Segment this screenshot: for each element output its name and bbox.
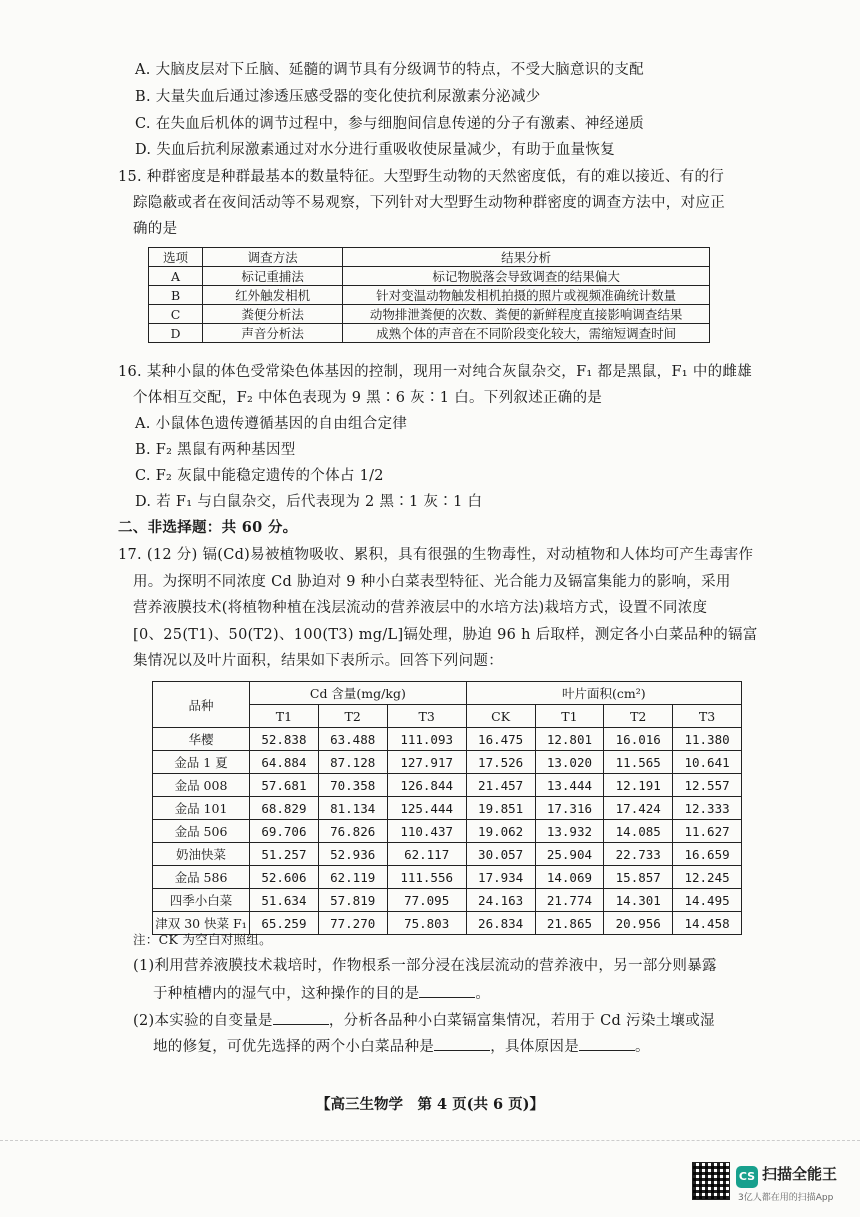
value-cell: 14.301 (604, 889, 673, 912)
value-cell: 77.270 (318, 912, 387, 935)
value-cell: 30.057 (466, 843, 535, 866)
header-leaf-area: 叶片面积(cm²) (466, 682, 741, 705)
header-option: 选项 (149, 248, 203, 267)
q17-stem-line: 集情况以及叶片面积，结果如下表所示。回答下列问题： (133, 653, 503, 669)
q17-sub2-line2 (153, 1036, 650, 1057)
value-cell: 12.557 (673, 774, 742, 797)
q17-sub2-text: ，具体原因是 (490, 1039, 580, 1055)
cell: 动物排泄粪便的次数、粪便的新鲜程度直接影响调查结果 (343, 305, 710, 324)
value-cell: 12.333 (673, 797, 742, 820)
value-cell: 16.475 (466, 728, 535, 751)
cell: D (149, 324, 203, 343)
q17-stem-line: 17. (12 分) 镉(Cd)易被植物吸收、累积，具有很强的生物毒性，对动植物和人体均可产生毒害作 (118, 547, 754, 563)
page-footer: 【高三生物学 第 4 页(共 6 页)】 (315, 1096, 545, 1113)
header-leaf-ck: CK (466, 705, 535, 728)
variety-cell: 金品 101 (153, 797, 250, 820)
table-note: 注：CK 为空白对照组。 (133, 932, 272, 947)
variety-cell: 金品 586 (153, 866, 250, 889)
header-cd-t3: T3 (387, 705, 466, 728)
header-leaf-t1: T1 (535, 705, 604, 728)
watermark-subtitle: 3亿人都在用的扫描App (738, 1193, 834, 1203)
value-cell: 15.857 (604, 866, 673, 889)
cell: C (149, 305, 203, 324)
q15-table (148, 247, 710, 343)
value-cell: 17.316 (535, 797, 604, 820)
value-cell: 10.641 (673, 751, 742, 774)
q16-stem-line: 个体相互交配，F₂ 中体色表现为 9 黑∶6 灰∶1 白。下列叙述正确的是 (133, 390, 603, 406)
header-cd-content: Cd 含量(mg/kg) (250, 682, 467, 705)
value-cell: 14.458 (673, 912, 742, 935)
value-cell: 11.565 (604, 751, 673, 774)
value-cell: 62.117 (387, 843, 466, 866)
value-cell: 52.936 (318, 843, 387, 866)
value-cell: 16.659 (673, 843, 742, 866)
variety-cell: 金品 1 夏 (153, 751, 250, 774)
divider (0, 1140, 860, 1141)
value-cell: 11.627 (673, 820, 742, 843)
table-row (153, 774, 742, 797)
table-row (153, 866, 742, 889)
value-cell: 21.457 (466, 774, 535, 797)
cell: 粪便分析法 (203, 305, 343, 324)
q15-stem-line: 踪隐蔽或者在夜间活动等不易观察，下列针对大型野生动物种群密度的调查方法中，对应正 (133, 195, 725, 211)
value-cell: 76.826 (318, 820, 387, 843)
value-cell: 65.259 (250, 912, 319, 935)
q17-sub2-text: 地的修复，可优先选择的两个小白菜品种是 (153, 1039, 435, 1055)
cell: B (149, 286, 203, 305)
value-cell: 21.774 (535, 889, 604, 912)
table-row (149, 305, 710, 324)
header-cd-t2: T2 (318, 705, 387, 728)
value-cell: 17.526 (466, 751, 535, 774)
table-header-row (153, 682, 742, 705)
value-cell: 111.556 (387, 866, 466, 889)
value-cell: 87.128 (318, 751, 387, 774)
table-row (153, 843, 742, 866)
table-header-row (149, 248, 710, 267)
value-cell: 81.134 (318, 797, 387, 820)
value-cell: 52.606 (250, 866, 319, 889)
value-cell: 16.016 (604, 728, 673, 751)
table-row (149, 286, 710, 305)
value-cell: 57.819 (318, 889, 387, 912)
qr-code-icon (692, 1162, 730, 1200)
header-analysis: 结果分析 (343, 248, 710, 267)
q15-stem-line: 15. 种群密度是种群最基本的数量特征。大型野生动物的天然密度低，有的难以接近、有的行 (118, 169, 725, 185)
header-cd-t1: T1 (250, 705, 319, 728)
value-cell: 19.062 (466, 820, 535, 843)
period: 。 (475, 986, 491, 1002)
cell: 针对变温动物触发相机拍摄的照片或视频准确统计数量 (343, 286, 710, 305)
q16-option-c: C. F₂ 灰鼠中能稳定遗传的个体占 1/2 (135, 468, 384, 484)
q14-option-a: A. 大脑皮层对下丘脑、延髓的调节具有分级调节的特点，不受大脑意识的支配 (135, 62, 644, 78)
q16-option-b: B. F₂ 黑鼠有两种基因型 (135, 442, 296, 458)
value-cell: 12.191 (604, 774, 673, 797)
q14-option-c: C. 在失血后机体的调节过程中，参与细胞间信息传递的分子有激素、神经递质 (135, 116, 645, 132)
value-cell: 14.069 (535, 866, 604, 889)
table-row (153, 820, 742, 843)
value-cell: 21.865 (535, 912, 604, 935)
value-cell: 77.095 (387, 889, 466, 912)
value-cell: 20.956 (604, 912, 673, 935)
table-row (153, 728, 742, 751)
value-cell: 13.932 (535, 820, 604, 843)
value-cell: 62.119 (318, 866, 387, 889)
q17-stem-line: 营养液膜技术(将植物种植在浅层流动的营养液层中的水培方法)栽培方式，设置不同浓度 (133, 600, 708, 616)
variety-cell: 华樱 (153, 728, 250, 751)
q16-option-d: D. 若 F₁ 与白鼠杂交，后代表现为 2 黑∶1 灰∶1 白 (135, 494, 483, 510)
value-cell: 51.257 (250, 843, 319, 866)
q17-sub1-text: 于种植槽内的湿气中，这种操作的目的是 (153, 986, 420, 1002)
value-cell: 126.844 (387, 774, 466, 797)
value-cell: 13.020 (535, 751, 604, 774)
value-cell: 125.444 (387, 797, 466, 820)
table-row (153, 889, 742, 912)
q16-stem-line: 16. 某种小鼠的体色受常染色体基因的控制，现用一对纯合灰鼠杂交，F₁ 都是黑鼠，F₁ 中的雌雄 (118, 364, 753, 380)
value-cell: 26.834 (466, 912, 535, 935)
q17-sub2-text: ，分析各品种小白菜镉富集情况，若用于 Cd 污染土壤或湿 (328, 1013, 715, 1029)
table-row (149, 324, 710, 343)
q14-option-d: D. 失血后抗利尿激素通过对水分进行重吸收使尿量减少，有助于血量恢复 (135, 142, 616, 158)
value-cell: 11.380 (673, 728, 742, 751)
cell: A (149, 267, 203, 286)
q14-option-b: B. 大量失血后通过渗透压感受器的变化使抗利尿激素分泌减少 (135, 89, 541, 105)
q17-stem-line: [0、25(T1)、50(T2)、100(T3) mg/L]镉处理，胁迫 96 h 后取样，测定各小白菜品种的镉富 (133, 627, 758, 643)
cell: 声音分析法 (203, 324, 343, 343)
watermark-name: 扫描全能王 (762, 1165, 838, 1183)
q17-sub1-line: (1)利用营养液膜技术栽培时，作物根系一部分浸在浅层流动的营养液中，另一部分则暴露 (133, 958, 717, 974)
value-cell: 12.801 (535, 728, 604, 751)
cell: 成熟个体的声音在不同阶段变化较大，需缩短调查时间 (343, 324, 710, 343)
cell: 红外触发相机 (203, 286, 343, 305)
section-heading: 二、非选择题：共 60 分。 (118, 519, 298, 536)
table-row (149, 267, 710, 286)
value-cell: 127.917 (387, 751, 466, 774)
value-cell: 69.706 (250, 820, 319, 843)
value-cell: 14.495 (673, 889, 742, 912)
value-cell: 17.424 (604, 797, 673, 820)
header-method: 调查方法 (203, 248, 343, 267)
value-cell: 70.358 (318, 774, 387, 797)
header-leaf-t3: T3 (673, 705, 742, 728)
value-cell: 111.093 (387, 728, 466, 751)
q17-table (152, 681, 742, 935)
value-cell: 12.245 (673, 866, 742, 889)
variety-cell: 四季小白菜 (153, 889, 250, 912)
answer-blank[interactable] (434, 1036, 490, 1051)
value-cell: 24.163 (466, 889, 535, 912)
cell: 标记重捕法 (203, 267, 343, 286)
variety-cell: 金品 506 (153, 820, 250, 843)
value-cell: 17.934 (466, 866, 535, 889)
header-variety: 品种 (153, 682, 250, 728)
value-cell: 25.904 (535, 843, 604, 866)
value-cell: 19.851 (466, 797, 535, 820)
value-cell: 63.488 (318, 728, 387, 751)
value-cell: 22.733 (604, 843, 673, 866)
value-cell: 68.829 (250, 797, 319, 820)
q17-sub2-line (133, 1010, 715, 1031)
answer-blank[interactable] (419, 983, 475, 998)
value-cell: 52.838 (250, 728, 319, 751)
value-cell: 57.681 (250, 774, 319, 797)
q17-stem-line: 用。为探明不同浓度 Cd 胁迫对 9 种小白菜表型特征、光合能力及镉富集能力的影响，采用 (133, 574, 731, 590)
value-cell: 75.803 (387, 912, 466, 935)
value-cell: 51.634 (250, 889, 319, 912)
q17-table-body (153, 728, 742, 935)
variety-cell: 金品 008 (153, 774, 250, 797)
camscanner-logo-icon: CS (736, 1166, 758, 1188)
header-leaf-t2: T2 (604, 705, 673, 728)
q15-stem-line: 确的是 (133, 221, 178, 237)
period: 。 (635, 1039, 650, 1055)
value-cell: 13.444 (535, 774, 604, 797)
value-cell: 110.437 (387, 820, 466, 843)
value-cell: 14.085 (604, 820, 673, 843)
answer-blank[interactable] (579, 1036, 635, 1051)
answer-blank[interactable] (273, 1010, 329, 1025)
variety-cell: 津双 30 快菜 F₁ (153, 912, 250, 935)
variety-cell: 奶油快菜 (153, 843, 250, 866)
table-row (153, 751, 742, 774)
value-cell: 64.884 (250, 751, 319, 774)
q17-sub1-line2 (153, 983, 490, 1004)
q16-option-a: A. 小鼠体色遗传遵循基因的自由组合定律 (135, 416, 408, 432)
q17-sub2-text: (2)本实验的自变量是 (133, 1013, 273, 1029)
cell: 标记物脱落会导致调查的结果偏大 (343, 267, 710, 286)
table-row (153, 797, 742, 820)
